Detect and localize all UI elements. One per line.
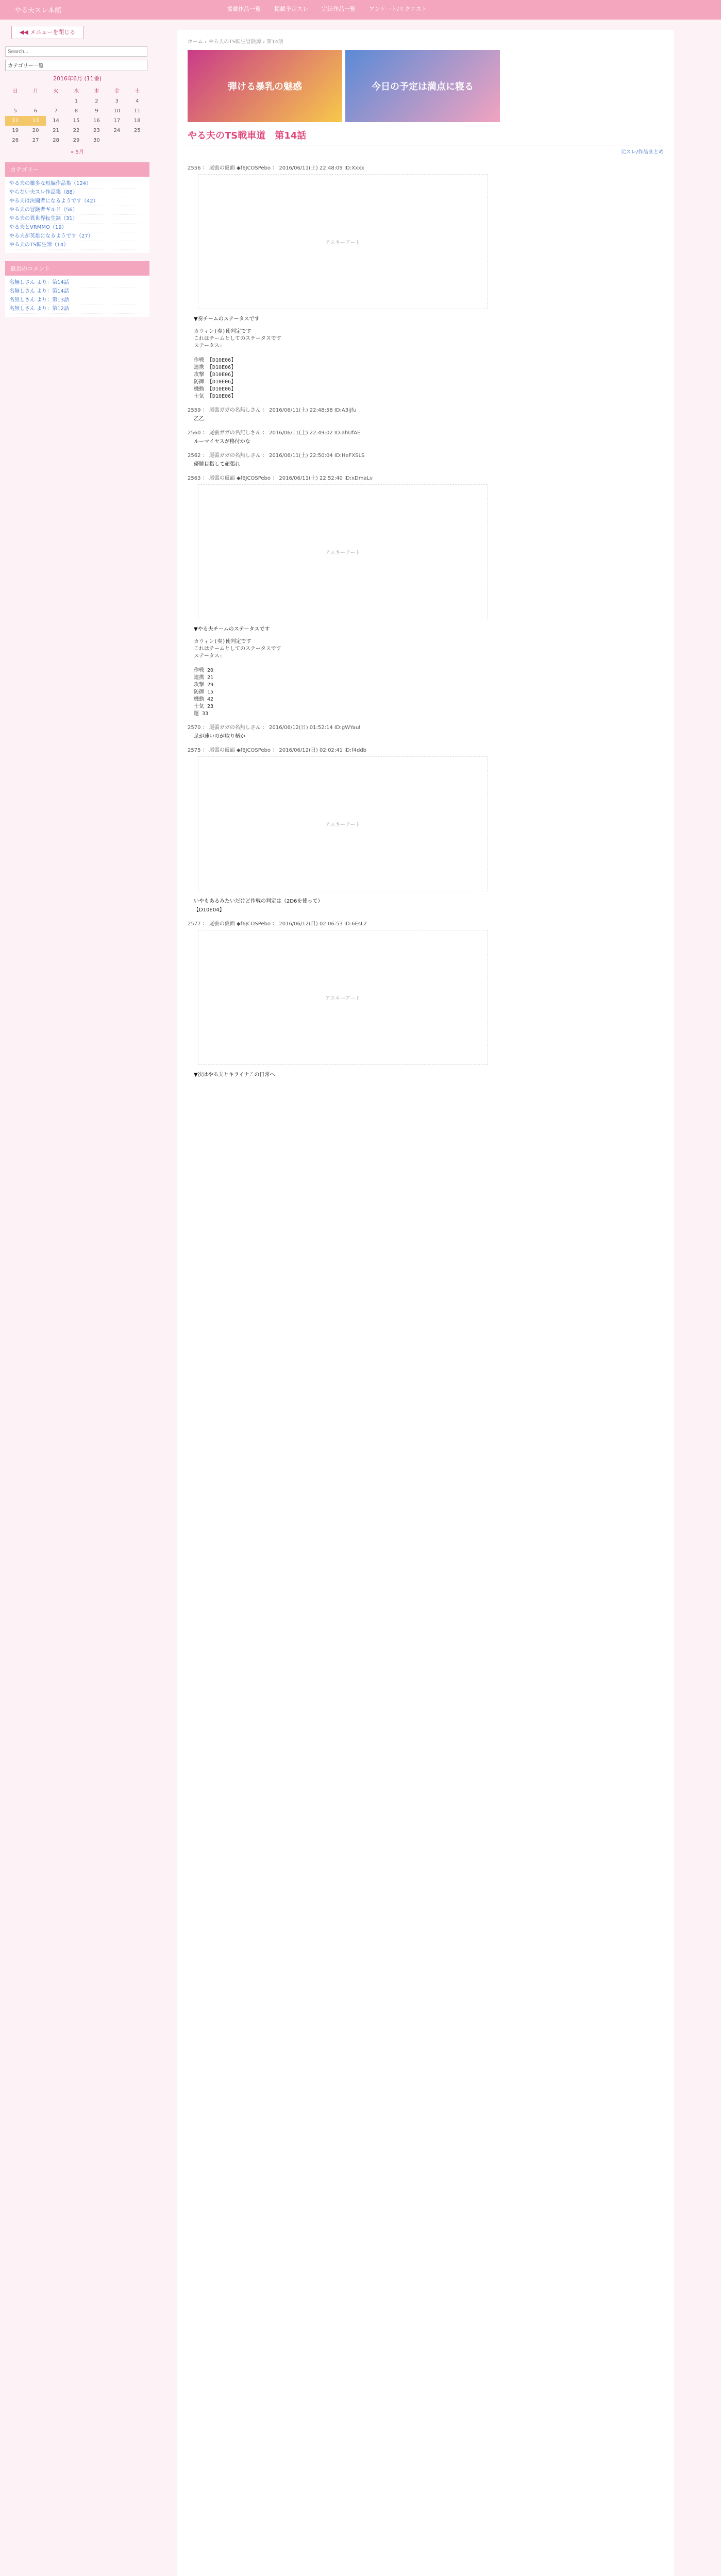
site-title[interactable]: やる夫スレ本館 <box>14 7 62 14</box>
post-body: 足が速いのが取り柄か <box>194 734 245 739</box>
calendar-day: 26 <box>12 138 19 143</box>
top-nav <box>227 5 427 13</box>
post-header: 2575 ： 尾張の仮面 ◆f6JCOSPebo ： 2016/06/12(日) 02:02:41 ID:f4ddb <box>188 748 367 753</box>
recent-comments-box <box>5 261 149 317</box>
calendar-day: 29 <box>73 138 80 143</box>
article <box>177 30 674 2576</box>
calendar-day: 6 <box>33 108 38 114</box>
calendar-day: 4 <box>136 98 139 104</box>
post-body: いやもあるみたいだけど作戦の判定は（2D6を使って） <box>194 899 323 904</box>
category-select[interactable]: カテゴリー一覧 <box>5 60 147 71</box>
calendar-day: 24 <box>113 128 121 133</box>
ascii-art: アスキーアート <box>198 930 488 1065</box>
calendar-day: 11 <box>133 108 141 114</box>
post-body: 乙乙 <box>194 416 204 422</box>
ascii-art: アスキーアート <box>198 756 488 891</box>
calendar-day: 17 <box>113 118 121 124</box>
weekday: 火 <box>53 89 59 94</box>
calendar-day: 14 <box>53 118 59 124</box>
site-header <box>0 0 721 20</box>
weekday: 日 <box>12 89 18 94</box>
category-link[interactable]: やる夫とVRMMO（19） <box>9 224 145 232</box>
calendar-day: 23 <box>93 128 100 133</box>
calendar-day: 1 <box>74 98 78 104</box>
post <box>188 723 664 739</box>
category-link[interactable]: やる夫のTS転生譚（14） <box>9 241 145 250</box>
recent-comment-link[interactable]: 名無しさん より：第14話 <box>9 287 145 296</box>
recent-comments-heading: 最近のコメント <box>5 261 149 276</box>
nav-works[interactable]: 掲載作品一覧 <box>227 6 261 12</box>
calendar-day <box>5 96 25 106</box>
weekday: 土 <box>135 89 140 94</box>
dice-stamp: 【D10E04】 <box>194 907 225 913</box>
calendar-day <box>46 96 66 106</box>
category-link[interactable]: やる夫の異世界転生録（31） <box>9 215 145 224</box>
calendar-day: 2 <box>95 98 98 104</box>
category-link[interactable]: やる夫の冒険者ギルド（56） <box>9 206 145 215</box>
post-body: ▼やる夫チームのステータスです <box>194 626 270 632</box>
post-body: ▼次はやる夫とキライナこの日常へ <box>194 1072 275 1078</box>
post-header: 2570 ： 尾張ガガの名無しさん ： 2016/06/12(日) 01:52:14 ID:gWYaul <box>188 725 361 731</box>
nav-survey[interactable]: アンケート/リクエスト <box>369 6 427 12</box>
post <box>188 451 664 467</box>
recent-comment-link[interactable]: 名無しさん より：第13話 <box>9 296 145 305</box>
weekday: 水 <box>73 89 79 94</box>
calendar-day: 21 <box>53 128 59 133</box>
post <box>188 405 664 422</box>
calendar-prev-link[interactable]: « 5月 <box>71 149 84 155</box>
calendar-day <box>107 135 127 145</box>
weekday: 金 <box>114 89 120 94</box>
calendar-day: 27 <box>32 138 39 143</box>
category-link[interactable]: やらない夫スレ作品集（88） <box>9 189 145 197</box>
calendar-day <box>25 96 45 106</box>
status-block: カウィン(奏)使判定です これはチームとしてのステータスです ステータス: 作戦 【D10E06】 連携 【D10E06】 攻撃 【D10E06】 防御 【D10E06】 機動 【D10E06】 士気 【D10E06】 <box>194 329 281 399</box>
search-input[interactable] <box>5 46 147 57</box>
recent-comment-link[interactable]: 名無しさん より：第12話 <box>9 305 145 314</box>
calendar-day: 10 <box>113 108 121 114</box>
calendar-day: 15 <box>73 118 80 124</box>
calendar-day: 16 <box>93 118 100 124</box>
page-title: やる夫のTS戦車道 第14話 <box>188 128 664 145</box>
category-list <box>5 177 149 253</box>
calendar-day <box>127 135 147 145</box>
sidebar <box>0 20 155 2576</box>
post-header: 2556 ： 尾張の仮面 ◆f6JCOSPebo ： 2016/06/11(土) 22:48:09 ID:Xxxx <box>188 165 364 171</box>
calendar-day-linked[interactable]: 13 <box>25 116 45 126</box>
category-link[interactable]: やる夫が英雄になるようです（27） <box>9 232 145 241</box>
post-body: ルーマイヤスが格付かな <box>194 439 250 445</box>
ascii-art: アスキーアート <box>198 174 488 309</box>
ascii-art: アスキーアート <box>198 484 488 619</box>
post-body: ▼奏チームのステータスです <box>194 316 260 322</box>
post-header: 2562 ： 尾張ガガの名無しさん ： 2016/06/11(土) 22:50:04 ID:HeFXSLS <box>188 453 365 459</box>
source-link[interactable]: 元スレ/作品まとめ <box>621 149 664 155</box>
calendar-day: 5 <box>13 108 17 114</box>
nav-scheduled[interactable]: 掲載予定スレ <box>274 6 308 12</box>
category-link[interactable]: やる夫の雑多な短編作品集（124） <box>9 180 145 189</box>
recent-comments-list <box>5 276 149 317</box>
calendar-day: 8 <box>74 108 78 114</box>
close-menu-button[interactable]: ◀◀ メニューを閉じる <box>11 26 83 39</box>
post-header: 2577 ： 尾張の仮面 ◆f6JCOSPebo ： 2016/06/12(日) 02:06:53 ID:6EsL2 <box>188 921 367 927</box>
calendar-day: 3 <box>115 98 119 104</box>
calendar-day-linked[interactable]: 12 <box>5 116 25 126</box>
calendar-day: 9 <box>95 108 98 114</box>
post <box>188 919 664 1078</box>
calendar-day: 19 <box>12 128 19 133</box>
recent-comment-link[interactable]: 名無しさん より：第14話 <box>9 279 145 287</box>
calendar <box>5 84 147 145</box>
category-box <box>5 162 149 253</box>
calendar-title: 2016年6月 (11番) <box>53 75 102 82</box>
post-header: 2563 ： 尾張の仮面 ◆f6JCOSPebo ： 2016/06/11(土) 22:52:40 ID:xDmaLv <box>188 476 373 481</box>
ad-banner-2[interactable]: 今日の予定は満点に寝る <box>345 50 500 122</box>
ad-banner-1[interactable]: 弾ける暴乳の魅惑 <box>188 50 342 122</box>
calendar-day: 30 <box>93 138 100 143</box>
category-heading: カテゴリー <box>5 162 149 177</box>
calendar-day: 28 <box>53 138 59 143</box>
breadcrumb[interactable]: ホーム › やる夫のTS転生冒険譚 › 第14話 <box>188 39 283 45</box>
calendar-day: 20 <box>32 128 39 133</box>
post <box>188 428 664 445</box>
calendar-day: 7 <box>54 108 58 114</box>
post-header: 2560 ： 尾張ガガの名無しさん ： 2016/06/11(土) 22:49:02 ID:ahUfAE <box>188 430 361 436</box>
post-body: 優勝目指して頑張れ <box>194 462 240 467</box>
calendar-day: 25 <box>133 128 141 133</box>
nav-completed[interactable]: 完結作品一覧 <box>322 6 356 12</box>
status-block: カウィン(奏)使判定です これはチームとしてのステータスです ステータス: 作戦 20 連携 21 攻撃 29 防御 15 機動 42 士気 23 運 33 <box>194 639 281 717</box>
post <box>188 745 664 913</box>
category-link[interactable]: やる夫は決闘者になるようです（42） <box>9 197 145 206</box>
calendar-day: 18 <box>133 118 141 124</box>
ad-banners <box>188 50 664 122</box>
weekday: 木 <box>94 89 99 94</box>
post-header: 2559 ： 尾張ガガの名無しさん ： 2016/06/11(土) 22:48:58 ID:A3ijfu <box>188 408 357 413</box>
weekday: 月 <box>33 89 39 94</box>
calendar-day: 22 <box>73 128 80 133</box>
post <box>188 163 664 322</box>
post <box>188 473 664 632</box>
